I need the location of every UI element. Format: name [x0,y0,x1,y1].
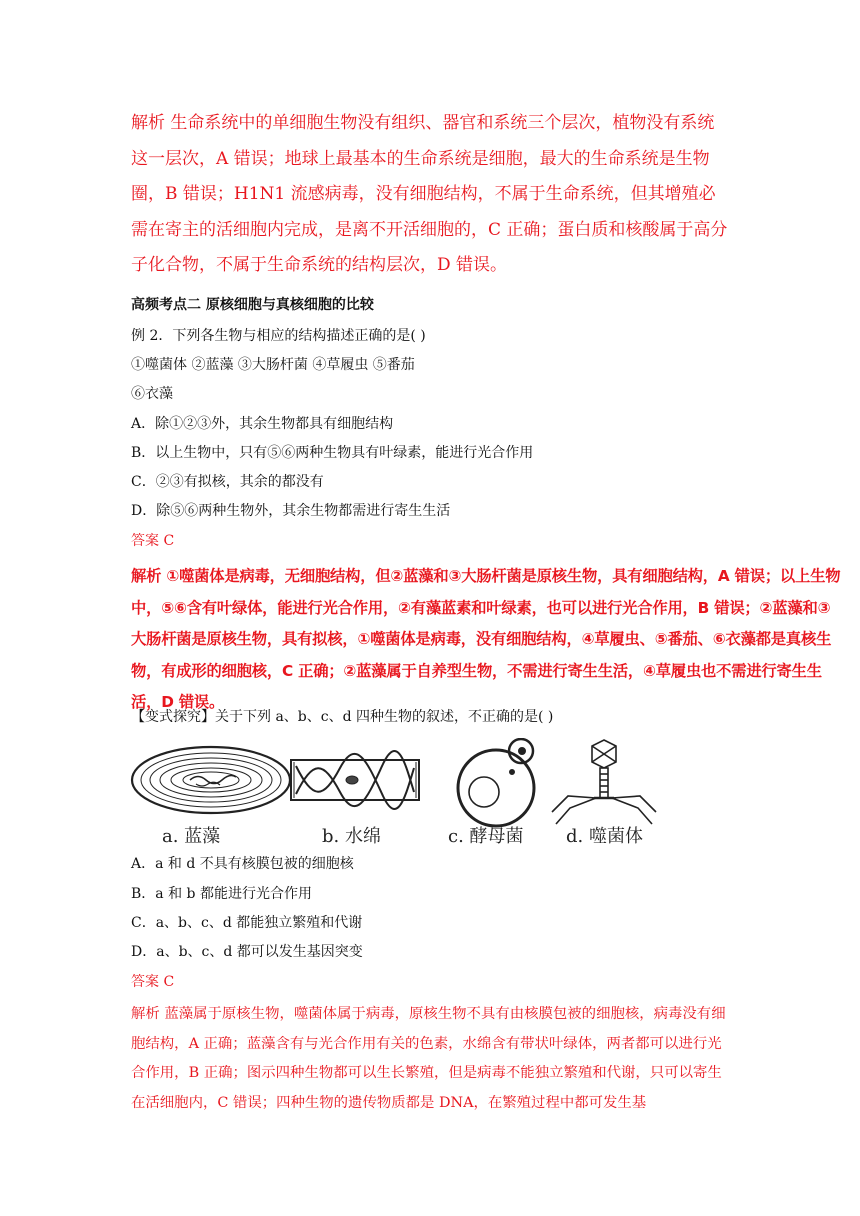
section-heading: 高频考点二 原核细胞与真核细胞的比较 [131,297,374,313]
caption-d: d. 噬菌体 [566,826,643,847]
caption-b: b. 水绵 [322,826,381,847]
blue-algae-drawing-icon [132,747,290,813]
example-2-option-b: B．以上生物中，只有⑤⑥两种生物具有叶绿素，能进行光合作用 [131,445,534,461]
variant-answer: 答案 C [131,974,175,990]
bacteriophage-drawing-icon [552,740,656,824]
variant-stem: 【变式探究】关于下列 a、b、c、d 四种生物的叙述，不正确的是( ) [131,709,554,725]
spirogyra-drawing-icon [291,751,419,809]
analysis-paragraph-1: 解析 生命系统中的单细胞生物没有组织、器官和系统三个层次，植物没有系统这一层次，A 错误；地球上最基本的生命系统是细胞，最大的生命系统是生物圈，B 错误；H1N1 流感病毒，没有细胞结构，不属于生命系统，但其增殖必需在寄主的活细胞内完成，是离不开活细胞的，C 正确；蛋白质和核酸属于高分子化合物，不属于生命系统的结构层次，D 错误。 [131,113,728,275]
variant-analysis: 解析 蓝藻属于原核生物，噬菌体属于病毒，原核生物不具有由核膜包被的细胞核，病毒没有细胞结构，A 正确；蓝藻含有与光合作用有关的色素，水绵含有带状叶绿体，两者都可以进行光合作用，B 正确；图示四种生物都可以生长繁殖，但是病毒不能独立繁殖和代谢，只可以寄生在活细胞内，C 错误；四种生物的遗传物质都是 DNA，在繁殖过程中都可发生基 [131,1006,726,1111]
example-2-items-line2: ⑥衣藻 [131,386,173,402]
example-2-option-a: A．除①②③外，其余生物都具有细胞结构 [131,416,394,432]
variant-option-a: A．a 和 d 不具有核膜包被的细胞核 [131,856,354,872]
variant-option-c: C．a、b、c、d 都能独立繁殖和代谢 [131,915,363,931]
caption-c: c. 酵母菌 [448,826,524,847]
variant-option-d: D．a、b、c、d 都可以发生基因突变 [131,944,363,960]
example-2-analysis: 解析 ①噬菌体是病毒，无细胞结构，但②蓝藻和③大肠杆菌是原核生物，具有细胞结构，A 错误；以上生物中，⑤⑥含有叶绿体，能进行光合作用，②有藻蓝素和叶绿素，也可以进行光合作用，B 错误；②蓝藻和③大肠杆菌是原核生物，具有拟核，①噬菌体是病毒，没有细胞结构，④草履虫、⑤番茄、⑥衣藻都是真核生物，有成形的细胞核，C 正确；②蓝藻属于自养型生物，不需进行寄生生活，④草履虫也不需进行寄生生活，D 错误。 [131,567,841,711]
variant-option-b: B．a 和 b 都能进行光合作用 [131,886,312,902]
example-2-items-line1: ①噬菌体 ②蓝藻 ③大肠杆菌 ④草履虫 ⑤番茄 [131,357,415,373]
example-2-option-d: D．除⑤⑥两种生物外，其余生物都需进行寄生生活 [131,503,451,519]
example-2-stem: 例 2．下列各生物与相应的结构描述正确的是( ) [131,328,426,344]
example-2-answer: 答案 C [131,533,175,549]
yeast-drawing-icon [458,739,534,826]
example-2-option-c: C．②③有拟核，其余的都没有 [131,474,324,490]
caption-a: a. 蓝藻 [162,826,221,847]
